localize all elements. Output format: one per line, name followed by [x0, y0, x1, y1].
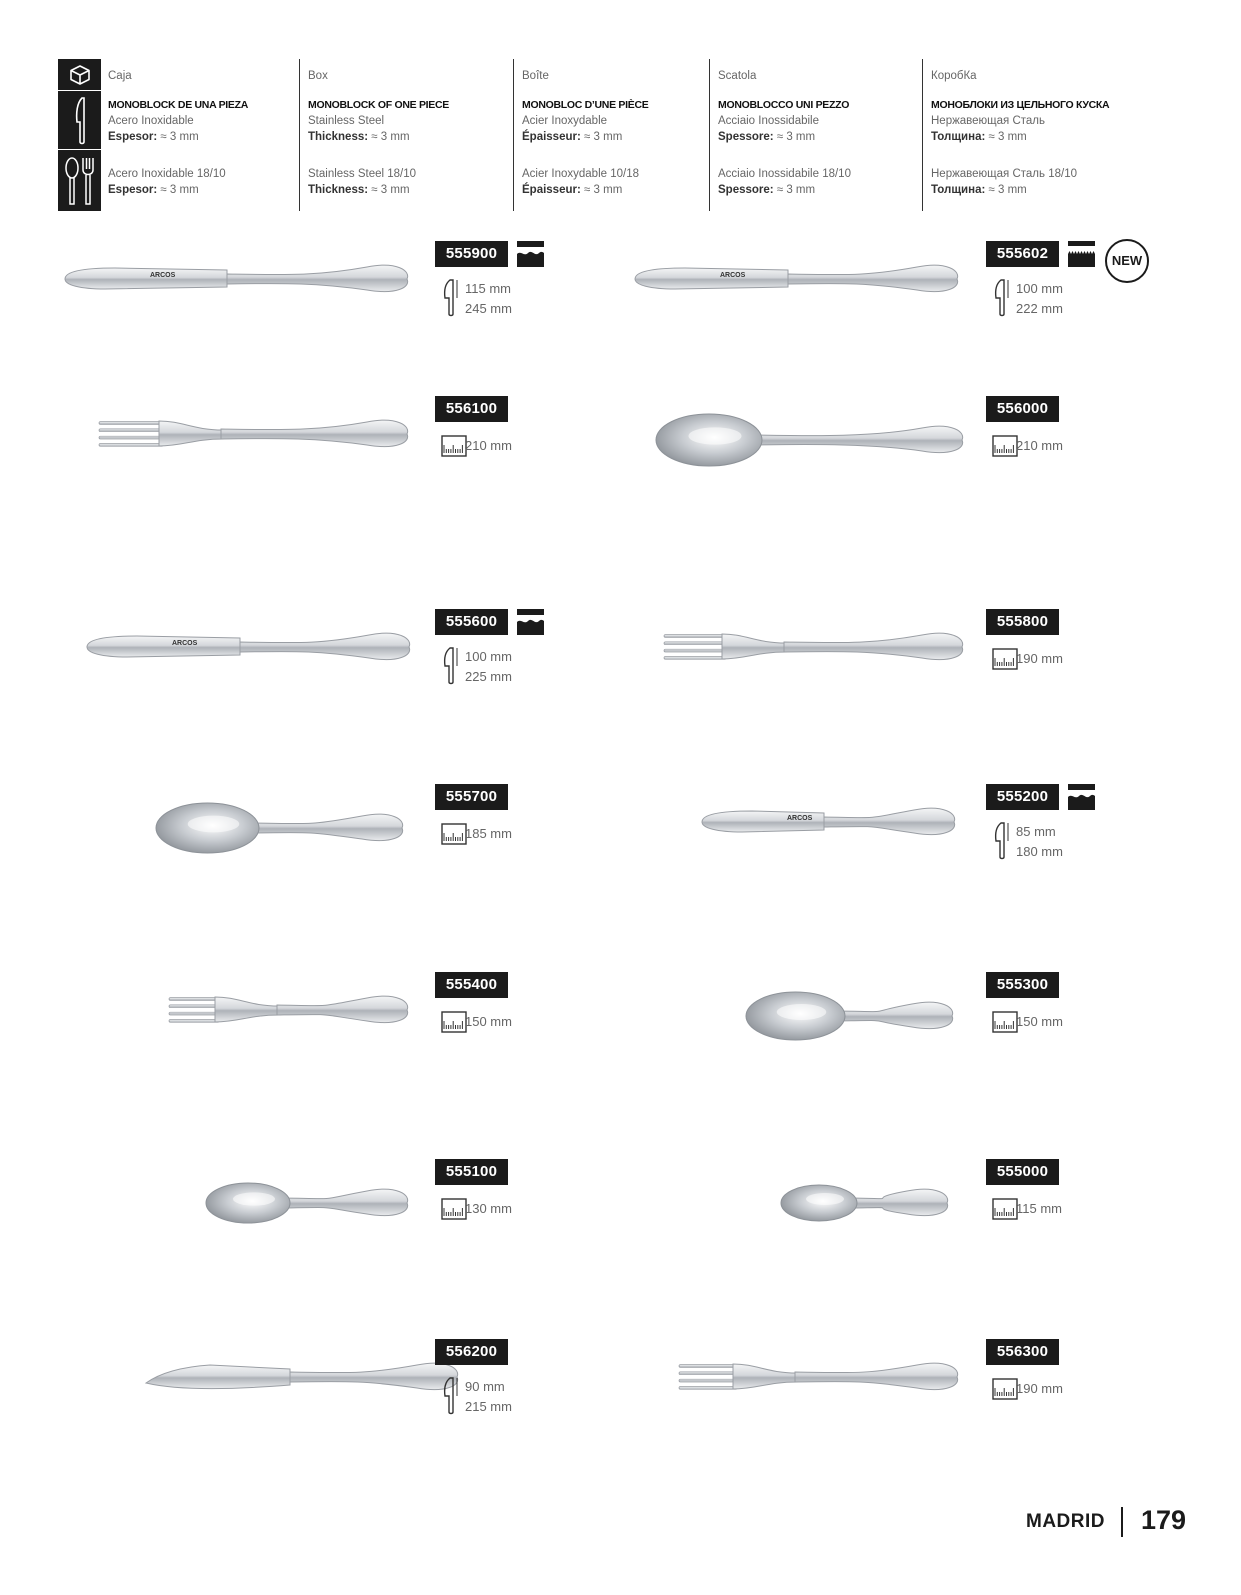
total-length: 150 mm [1016, 1014, 1063, 1029]
ruler-icon [992, 1196, 1018, 1227]
fork-photo [660, 625, 970, 674]
total-length: 185 mm [465, 826, 512, 841]
ruler-icon [992, 433, 1018, 464]
svg-text:ARCOS: ARCOS [150, 272, 176, 279]
product-code: 555400 [435, 972, 508, 998]
monoblock-title: MONOBLOCCO UNI PEZZO [718, 99, 850, 111]
blade-length: 115 mm [465, 281, 511, 296]
serrated-edge-icon [517, 609, 544, 635]
thickness-value: ≈ 3 mm [371, 184, 410, 196]
thickness-value: ≈ 3 mm [371, 131, 410, 143]
spoon-photo [740, 990, 960, 1047]
monoblock-thickness [108, 129, 199, 145]
steel-thickness [522, 182, 622, 198]
monoblock-title: MONOBLOCK DE UNA PIEZA [108, 99, 249, 111]
ruler-icon [441, 1196, 467, 1227]
total-length: 215 mm [465, 1399, 512, 1414]
thickness-label: Spessore: [718, 184, 774, 196]
collection-name: MADRID [1026, 1511, 1105, 1532]
total-length: 222 mm [1016, 301, 1063, 316]
spoon-photo [200, 1181, 415, 1230]
product-code: 555600 [435, 609, 508, 635]
product-code: 555300 [986, 972, 1059, 998]
knife-photo [77, 628, 417, 671]
serrated-edge-icon [517, 241, 544, 267]
blade-length: 90 mm [465, 1379, 505, 1394]
total-length: 115 mm [1016, 1201, 1062, 1216]
fork-photo [165, 990, 415, 1035]
ruler-icon [992, 1376, 1018, 1407]
steel-thickness [718, 182, 815, 198]
blade-length: 100 mm [465, 649, 512, 664]
box-label: КоробКа [931, 70, 977, 82]
steel-thickness [308, 182, 410, 198]
thickness-value: ≈ 3 mm [776, 184, 816, 196]
blade-length-icon [441, 1376, 461, 1421]
monoblock-material: Stainless Steel [308, 115, 385, 127]
thickness-label: Épaisseur: [522, 131, 581, 143]
thickness-label: Épaisseur: [522, 184, 581, 196]
box-label: Boîte [522, 70, 549, 82]
thickness-value: ≈ 3 mm [584, 131, 623, 143]
total-length: 190 mm [1016, 1381, 1063, 1396]
fork-photo [95, 412, 415, 461]
product-code: 556100 [435, 396, 508, 422]
thickness-label: Thickness: [308, 131, 369, 143]
legend-column [709, 59, 921, 211]
steel-material: Acciaio Inossidabile 18/10 [718, 168, 851, 180]
total-length: 180 mm [1016, 844, 1063, 859]
spoon-photo [775, 1183, 955, 1228]
blade-length: 100 mm [1016, 281, 1063, 296]
total-length: 210 mm [1016, 438, 1063, 453]
thickness-value: ≈ 3 mm [160, 184, 199, 196]
product-code: 555700 [435, 784, 508, 810]
product-code: 556300 [986, 1339, 1059, 1365]
serrated-edge-icon [1068, 784, 1095, 810]
svg-text:ARCOS: ARCOS [787, 815, 813, 822]
steel-material: Нержавеющая Сталь 18/10 [931, 168, 1077, 180]
total-length: 210 mm [465, 438, 512, 453]
thickness-value: ≈ 3 mm [988, 184, 1027, 196]
thickness-value: ≈ 3 mm [584, 184, 623, 196]
monoblock-thickness [718, 129, 815, 145]
svg-text:ARCOS: ARCOS [720, 272, 746, 279]
thickness-value: ≈ 3 mm [988, 131, 1027, 143]
thickness-label: Espesor: [108, 184, 158, 196]
total-length: 190 mm [1016, 651, 1063, 666]
monoblock-title: MONOBLOCK OF ONE PIECE [308, 99, 449, 111]
blade-length-icon [992, 278, 1012, 323]
legend-column [922, 59, 1172, 211]
new-badge: NEW [1105, 239, 1149, 283]
knife-photo [55, 259, 415, 304]
product-code: 555800 [986, 609, 1059, 635]
knife-photo [140, 1356, 465, 1403]
steel-thickness [108, 182, 199, 198]
blade-length-icon [441, 278, 461, 323]
monoblock-material: Нержавеющая Сталь [931, 115, 1046, 127]
ruler-icon [992, 1009, 1018, 1040]
thickness-label: Толщина: [931, 131, 986, 143]
ruler-icon [992, 646, 1018, 677]
ruler-icon [441, 821, 467, 852]
legend-icon-column [58, 59, 101, 211]
blade-length-icon [992, 821, 1012, 866]
thickness-label: Spessore: [718, 131, 774, 143]
thickness-label: Толщина: [931, 184, 986, 196]
monoblock-thickness [931, 129, 1027, 145]
blade-length-icon [441, 646, 461, 691]
steel-material: Acero Inoxidable 18/10 [108, 168, 226, 180]
ruler-icon [441, 433, 467, 464]
thickness-value: ≈ 3 mm [160, 131, 199, 143]
product-code: 555000 [986, 1159, 1059, 1185]
product-code: 555602 [986, 241, 1059, 267]
legend-column [100, 59, 298, 211]
micro-serrated-edge-icon [1068, 241, 1095, 267]
svg-text:ARCOS: ARCOS [172, 640, 198, 647]
box-label: Scatola [718, 70, 757, 82]
box-icon [58, 59, 101, 91]
total-length: 245 mm [465, 301, 512, 316]
spoon-photo [650, 412, 970, 473]
total-length: 130 mm [465, 1201, 512, 1216]
blade-length: 85 mm [1016, 824, 1056, 839]
box-label: Box [308, 70, 328, 82]
steel-material: Acier Inoxydable 10/18 [522, 168, 639, 180]
product-code: 555100 [435, 1159, 508, 1185]
monoblock-thickness [308, 129, 410, 145]
spoon-photo [150, 801, 410, 860]
fork-photo [675, 1356, 965, 1403]
knife-photo [625, 261, 965, 302]
total-length: 150 mm [465, 1014, 512, 1029]
product-code: 556000 [986, 396, 1059, 422]
product-code: 555900 [435, 241, 508, 267]
cutlery-icon [58, 151, 101, 211]
steel-thickness [931, 182, 1027, 198]
monoblock-material: Acciaio Inossidabile [718, 115, 820, 127]
thickness-label: Espesor: [108, 131, 158, 143]
legend-column [299, 59, 512, 211]
total-length: 225 mm [465, 669, 512, 684]
footer-divider [1121, 1507, 1123, 1537]
thickness-label: Thickness: [308, 184, 369, 196]
monoblock-title: МОНОБЛОКИ ИЗ ЦЕЛЬНОГО КУСКА [931, 99, 1110, 111]
product-code: 556200 [435, 1339, 508, 1365]
box-label: Caja [108, 70, 132, 82]
monoblock-material: Acier Inoxydable [522, 115, 608, 127]
steel-material: Stainless Steel 18/10 [308, 168, 417, 180]
monoblock-knife-icon [58, 92, 101, 150]
legend-column [513, 59, 708, 211]
knife-photo [692, 804, 962, 845]
monoblock-title: MONOBLOC D’UNE PIÈCE [522, 99, 649, 111]
monoblock-thickness [522, 129, 622, 145]
ruler-icon [441, 1009, 467, 1040]
thickness-value: ≈ 3 mm [776, 131, 816, 143]
product-code: 555200 [986, 784, 1059, 810]
monoblock-material: Acero Inoxidable [108, 115, 194, 127]
page-number: 179 [1141, 1505, 1187, 1535]
